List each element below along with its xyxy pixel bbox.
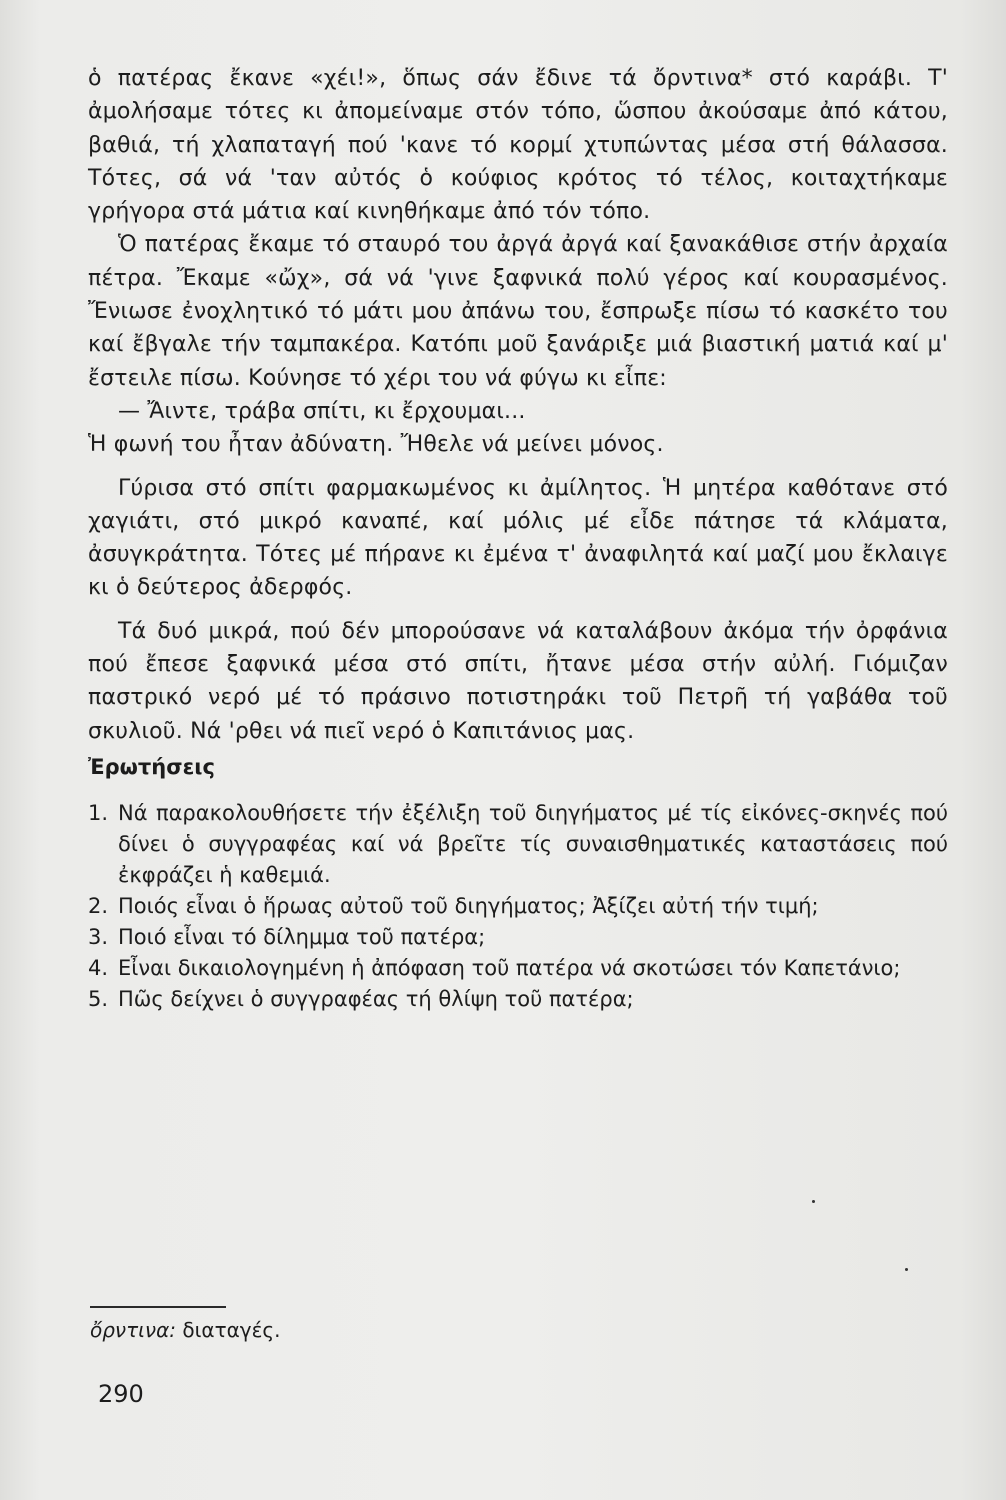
ink-speck	[905, 1268, 908, 1271]
question-number: 5.	[88, 987, 109, 1011]
question-text: Ποιός εἶναι ὁ ἥρωας αὐτοῦ τοῦ διηγήματος; Ἀξίζει αὐτή τήν τιμή;	[118, 894, 819, 918]
question-item	[88, 984, 948, 1015]
body-text	[88, 62, 948, 748]
question-number: 3.	[88, 925, 109, 949]
footnote-divider	[90, 1306, 226, 1308]
questions-heading: Ἐρωτήσεις	[88, 755, 215, 779]
question-text: Ποιό εἶναι τό δίλημμα τοῦ πατέρα;	[118, 925, 486, 949]
page-number: 290	[98, 1380, 144, 1408]
question-number: 4.	[88, 956, 109, 980]
question-item	[88, 891, 948, 922]
paragraph-6: Τά δυό μικρά, πού δέν μπορούσανε νά καταλάβουν ἀκόμα τήν ὀρφάνια πού ἔπεσε ξαφνικά μέσα στό σπίτι, ἤτανε μέσα στήν αὐλή. Γιόμιζαν παστρικό νερό μέ τό πράσινο ποτιστηράκι τοῦ Πετρῆ τή γαβάθα τοῦ σκυλιοῦ. Νά 'ρθει νά πιεῖ νερό ὁ Καπιτάνιος μας.	[88, 618, 948, 744]
question-item	[88, 922, 948, 953]
question-text: Πῶς δείχνει ὁ συγγραφέας τή θλίψη τοῦ πατέρα;	[118, 987, 634, 1011]
paragraph-4: Ἡ φωνή του ἦταν ἀδύνατη. Ἤθελε νά μείνει μόνος.	[88, 432, 664, 458]
footnote	[90, 1318, 281, 1342]
question-item	[88, 953, 948, 984]
questions-list	[88, 798, 948, 1015]
ink-speck	[812, 1200, 815, 1203]
question-text: Νά παρακολουθήσετε τήν ἐξέλιξη τοῦ διηγήματος μέ τίς εἰκόνες-σκηνές πού δίνει ὁ συγγραφέας καί νά βρεῖτε τίς συναισθηματικές καταστάσεις πού ἐκφράζει ἡ καθεμιά.	[118, 801, 948, 887]
question-number: 2.	[88, 894, 109, 918]
question-text: Εἶναι δικαιολογημένη ἡ ἀπόφαση τοῦ πατέρα νά σκοτώσει τόν Καπετάνιο;	[118, 956, 901, 980]
paragraph-1: ὁ πατέρας ἔκανε «χέι!», ὅπως σάν ἔδινε τά ὄρντινα* στό καράβι. Τ' ἀμολήσαμε τότες κι ἀπομείναμε στόν τόπο, ὥσπου ἀκούσαμε ἀπό κάτου, βαθιά, τή χλαπαταγή πού 'κανε τό κορμί χτυπώντας μέσα στή θάλασσα. Τότες, σά νά 'ταν αὐτός ὁ κούφιος κρότος τό τέλος, κοιταχτήκαμε γρήγορα στά μάτια καί κινηθήκαμε ἀπό τόν τόπο.	[88, 66, 948, 225]
paragraph-2: Ὁ πατέρας ἔκαμε τό σταυρό του ἀργά ἀργά καί ξανακάθισε στήν ἀρχαία πέτρα. Ἔκαμε «ὤχ», σά νά 'γινε ξαφνικά πολύ γέρος καί κουρασμένος. Ἔνιωσε ἐνοχλητικό τό μάτι μου ἀπάνω του, ἔσπρωξε πίσω τό κασκέτο του καί ἔβγαλε τήν ταμπακέρα. Κατόπι μοῦ ξανάριξε μιά βιαστική ματιά καί μ' ἔστειλε πίσω. Κούνησε τό χέρι του νά φύγω κι εἶπε:	[88, 232, 948, 391]
footnote-term: ὄρντινα:	[90, 1318, 177, 1342]
paragraph-3-dialogue: — Ἄιντε, τράβα σπίτι, κι ἔρχουμαι...	[118, 398, 526, 424]
footnote-definition: διαταγές.	[182, 1318, 281, 1342]
paragraph-5: Γύρισα στό σπίτι φαρμακωμένος κι ἀμίλητος. Ἡ μητέρα καθότανε στό χαγιάτι, στό μικρό καναπέ, καί μόλις μέ εἶδε πάτησε τά κλάματα, ἀσυγκράτητα. Τότες μέ πήρανε κι ἐμένα τ' ἀναφιλητά καί μαζί μου ἔκλαιγε κι ὁ δεύτερος ἀδερφός.	[88, 475, 948, 601]
question-item	[88, 798, 948, 891]
question-number: 1.	[88, 801, 109, 825]
